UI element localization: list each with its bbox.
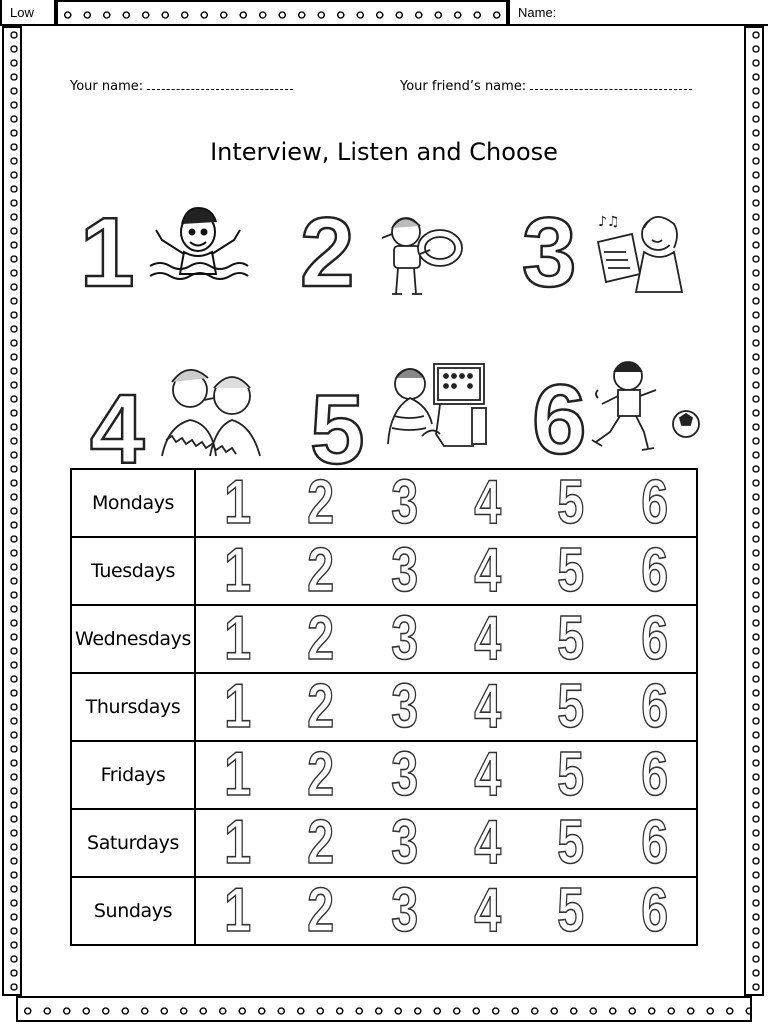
your-name-field[interactable] xyxy=(70,78,293,94)
choice-number-2[interactable]: 2 xyxy=(307,672,335,741)
choice-number-5[interactable]: 5 xyxy=(557,468,585,537)
activity-number-6: 6 xyxy=(532,364,587,474)
choice-number-3[interactable]: 3 xyxy=(390,740,418,809)
choice-number-1[interactable]: 1 xyxy=(224,740,252,809)
choice-number-3[interactable]: 3 xyxy=(390,672,418,741)
choice-number-6[interactable]: 6 xyxy=(640,604,668,673)
choice-options xyxy=(195,673,697,741)
table-row xyxy=(71,809,697,877)
choice-number-5[interactable]: 5 xyxy=(557,536,585,605)
choice-number-6[interactable]: 6 xyxy=(640,740,668,809)
day-label: Fridays xyxy=(71,741,195,809)
choice-number-2[interactable]: 2 xyxy=(307,536,335,605)
day-label: Tuesdays xyxy=(71,537,195,605)
choice-number-6[interactable]: 6 xyxy=(640,808,668,877)
choice-number-1[interactable]: 1 xyxy=(224,808,252,877)
choice-number-5[interactable]: 5 xyxy=(557,604,585,673)
choice-number-4[interactable]: 4 xyxy=(474,740,502,809)
choice-number-1[interactable]: 1 xyxy=(224,672,252,741)
your-name-label: Your name: xyxy=(70,79,144,94)
choice-number-4[interactable]: 4 xyxy=(474,876,502,945)
day-label: Mondays xyxy=(71,469,195,537)
choice-number-4[interactable]: 4 xyxy=(474,536,502,605)
choice-number-6[interactable]: 6 xyxy=(640,876,668,945)
day-label: Wednesdays xyxy=(71,605,195,673)
choice-options xyxy=(195,809,697,877)
choice-number-1[interactable]: 1 xyxy=(224,536,252,605)
singing-girl-icon xyxy=(594,208,700,296)
table-row xyxy=(71,605,697,673)
day-label: Saturdays xyxy=(71,809,195,877)
choice-number-3[interactable]: 3 xyxy=(390,808,418,877)
activity-number-1: 1 xyxy=(80,197,135,307)
day-label: Sundays xyxy=(71,877,195,945)
table-row xyxy=(71,741,697,809)
activity-number-5: 5 xyxy=(310,374,365,484)
day-label: Thursdays xyxy=(71,673,195,741)
choice-number-5[interactable]: 5 xyxy=(557,740,585,809)
name-header[interactable] xyxy=(508,0,768,26)
friend-name-label: Your friend’s name: xyxy=(400,79,527,94)
top-dotted-border xyxy=(56,0,508,26)
choice-number-4[interactable]: 4 xyxy=(474,672,502,741)
name-label: Name: xyxy=(518,5,557,20)
choice-number-5[interactable]: 5 xyxy=(557,672,585,741)
left-dotted-border xyxy=(2,26,22,996)
table-row xyxy=(71,673,697,741)
choice-number-3[interactable]: 3 xyxy=(390,536,418,605)
bottom-dotted-border xyxy=(16,996,752,1022)
page-title: Interview, Listen and Choose xyxy=(210,138,558,166)
choice-options xyxy=(195,605,697,673)
choice-number-3[interactable]: 3 xyxy=(390,876,418,945)
kids-whispering-icon xyxy=(160,360,262,458)
choice-number-4[interactable]: 4 xyxy=(474,808,502,877)
weekday-choice-table xyxy=(70,468,698,946)
choice-options xyxy=(195,537,697,605)
choice-options xyxy=(195,469,697,537)
table-row xyxy=(71,537,697,605)
choice-number-1[interactable]: 1 xyxy=(224,604,252,673)
choice-options xyxy=(195,877,697,945)
right-dotted-border xyxy=(744,26,764,996)
your-name-blank[interactable] xyxy=(147,78,293,90)
choice-number-1[interactable]: 1 xyxy=(224,468,252,537)
choice-number-6[interactable]: 6 xyxy=(640,672,668,741)
choice-number-2[interactable]: 2 xyxy=(307,740,335,809)
choice-number-5[interactable]: 5 xyxy=(557,876,585,945)
swimming-boy-icon xyxy=(146,204,250,290)
choice-number-2[interactable]: 2 xyxy=(307,808,335,877)
choice-number-1[interactable]: 1 xyxy=(224,876,252,945)
boy-playing-soccer-icon xyxy=(590,356,704,460)
choice-number-6[interactable]: 6 xyxy=(640,468,668,537)
choice-number-4[interactable]: 4 xyxy=(474,604,502,673)
choice-number-3[interactable]: 3 xyxy=(390,604,418,673)
friend-name-field[interactable] xyxy=(400,78,692,94)
choice-number-3[interactable]: 3 xyxy=(390,468,418,537)
choice-number-5[interactable]: 5 xyxy=(557,808,585,877)
choice-number-2[interactable]: 2 xyxy=(307,876,335,945)
activity-number-4: 4 xyxy=(90,374,145,484)
activity-number-2: 2 xyxy=(300,197,355,307)
choice-number-2[interactable]: 2 xyxy=(307,604,335,673)
table-row xyxy=(71,877,697,945)
friend-name-blank[interactable] xyxy=(530,78,692,90)
activity-number-3: 3 xyxy=(522,197,577,307)
choice-number-6[interactable]: 6 xyxy=(640,536,668,605)
svg-text:♪♫: ♪♫ xyxy=(598,214,620,230)
choice-number-4[interactable]: 4 xyxy=(474,468,502,537)
choice-number-2[interactable]: 2 xyxy=(307,468,335,537)
choice-options xyxy=(195,741,697,809)
boy-playing-video-games-icon xyxy=(380,354,490,458)
table-row xyxy=(71,469,697,537)
level-label: Low xyxy=(0,0,56,26)
girl-with-frisbee-icon xyxy=(378,210,472,298)
